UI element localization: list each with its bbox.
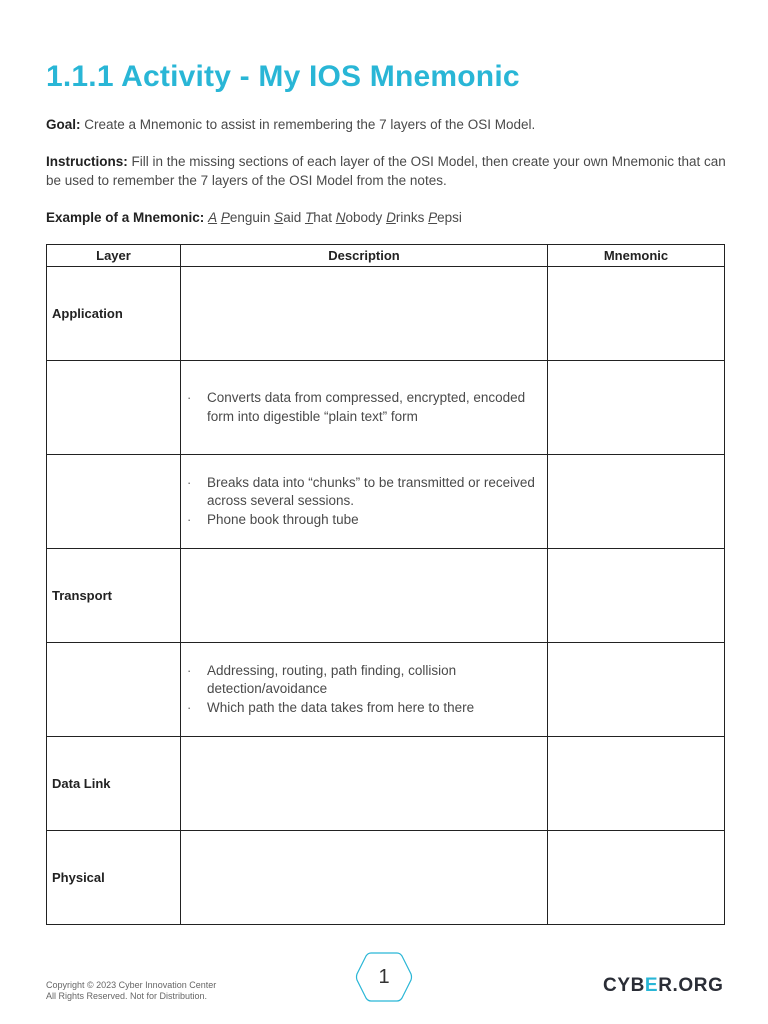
description-list [181, 474, 547, 530]
table-row [47, 643, 725, 737]
mnemonic-cell[interactable] [548, 267, 725, 361]
description-cell[interactable] [181, 267, 548, 361]
table-body [47, 267, 725, 925]
mnemonic-cell[interactable] [548, 831, 725, 925]
description-item: · Addressing, routing, path finding, collision detection/avoidance [207, 662, 539, 699]
description-cell[interactable] [181, 643, 548, 737]
goal-paragraph [46, 115, 736, 134]
mnemonic-word-rest: obody [345, 210, 383, 225]
copyright-text: Copyright © 2023 Cyber Innovation Center [46, 980, 217, 990]
table-row [47, 549, 725, 643]
description-cell[interactable] [181, 831, 548, 925]
mnemonic-first-letter: N [335, 210, 346, 225]
layer-cell[interactable] [47, 455, 181, 549]
description-cell[interactable] [181, 455, 548, 549]
mnemonic-first-letter: P [428, 210, 438, 225]
mnemonic-cell[interactable] [548, 361, 725, 455]
header-layer: Layer [47, 245, 181, 267]
page-number: 1 [378, 965, 390, 988]
mnemonic-word [336, 210, 383, 225]
layer-cell[interactable]: Transport [47, 549, 181, 643]
copyright-block [46, 980, 216, 1002]
table-row [47, 831, 725, 925]
mnemonic-word-rest: hat [313, 210, 332, 225]
mnemonic-first-letter: S [274, 210, 284, 225]
page-number-badge [355, 950, 413, 1004]
instructions-label: Instructions: [46, 154, 128, 169]
mnemonic-first-letter: T [304, 210, 314, 225]
table-row [47, 455, 725, 549]
mnemonic-word-rest: rinks [395, 210, 425, 225]
description-cell[interactable] [181, 737, 548, 831]
instructions-paragraph [46, 152, 736, 190]
mnemonic-word [274, 210, 301, 225]
instructions-text: Fill in the missing sections of each layer of the OSI Model, then create your own Mnemonic that can be used to remember the 7 layers of the OSI Model from the notes. [46, 154, 726, 188]
example-label: Example of a Mnemonic: [46, 210, 205, 225]
layer-cell[interactable]: Physical [47, 831, 181, 925]
table-row [47, 361, 725, 455]
description-cell[interactable] [181, 361, 548, 455]
mnemonic-cell[interactable] [548, 455, 725, 549]
mnemonic-word-rest: aid [283, 210, 302, 225]
header-description: Description [181, 245, 548, 267]
layer-cell[interactable] [47, 643, 181, 737]
description-item: · Which path the data takes from here to there [207, 699, 539, 718]
layer-cell[interactable]: Data Link [47, 737, 181, 831]
example-mnemonic [208, 210, 462, 225]
description-cell[interactable] [181, 549, 548, 643]
mnemonic-word-rest: epsi [437, 210, 462, 225]
osi-layer-table [46, 244, 725, 925]
mnemonic-word [208, 210, 217, 225]
rights-text: All Rights Reserved. Not for Distribution. [46, 991, 208, 1001]
goal-text: Create a Mnemonic to assist in remembering the 7 layers of the OSI Model. [80, 117, 536, 132]
page-title: 1.1.1 Activity - My IOS Mnemonic [46, 60, 520, 93]
description-item: · Breaks data into “chunks” to be transmitted or received across several sessions. [207, 474, 539, 511]
layer-cell[interactable]: Application [47, 267, 181, 361]
mnemonic-word-rest: enguin [229, 210, 271, 225]
mnemonic-cell[interactable] [548, 643, 725, 737]
example-paragraph [46, 208, 736, 227]
cyber-org-logo: CYBER.ORG [603, 975, 724, 996]
table-row [47, 737, 725, 831]
mnemonic-word [305, 210, 332, 225]
layer-cell[interactable] [47, 361, 181, 455]
mnemonic-cell[interactable] [548, 737, 725, 831]
mnemonic-word [428, 210, 462, 225]
header-mnemonic: Mnemonic [548, 245, 725, 267]
mnemonic-first-letter: A [208, 210, 218, 225]
mnemonic-word [221, 210, 271, 225]
table-row [47, 267, 725, 361]
description-item: · Phone book through tube [207, 511, 539, 530]
mnemonic-cell[interactable] [548, 549, 725, 643]
mnemonic-first-letter: D [386, 210, 396, 225]
mnemonic-word [386, 210, 424, 225]
description-item: · Converts data from compressed, encrypted, encoded form into digestible “plain text” form [207, 389, 539, 426]
description-list [181, 389, 547, 426]
table-header-row [47, 245, 725, 267]
goal-label: Goal: [46, 117, 81, 132]
description-list [181, 662, 547, 718]
mnemonic-first-letter: P [220, 210, 230, 225]
